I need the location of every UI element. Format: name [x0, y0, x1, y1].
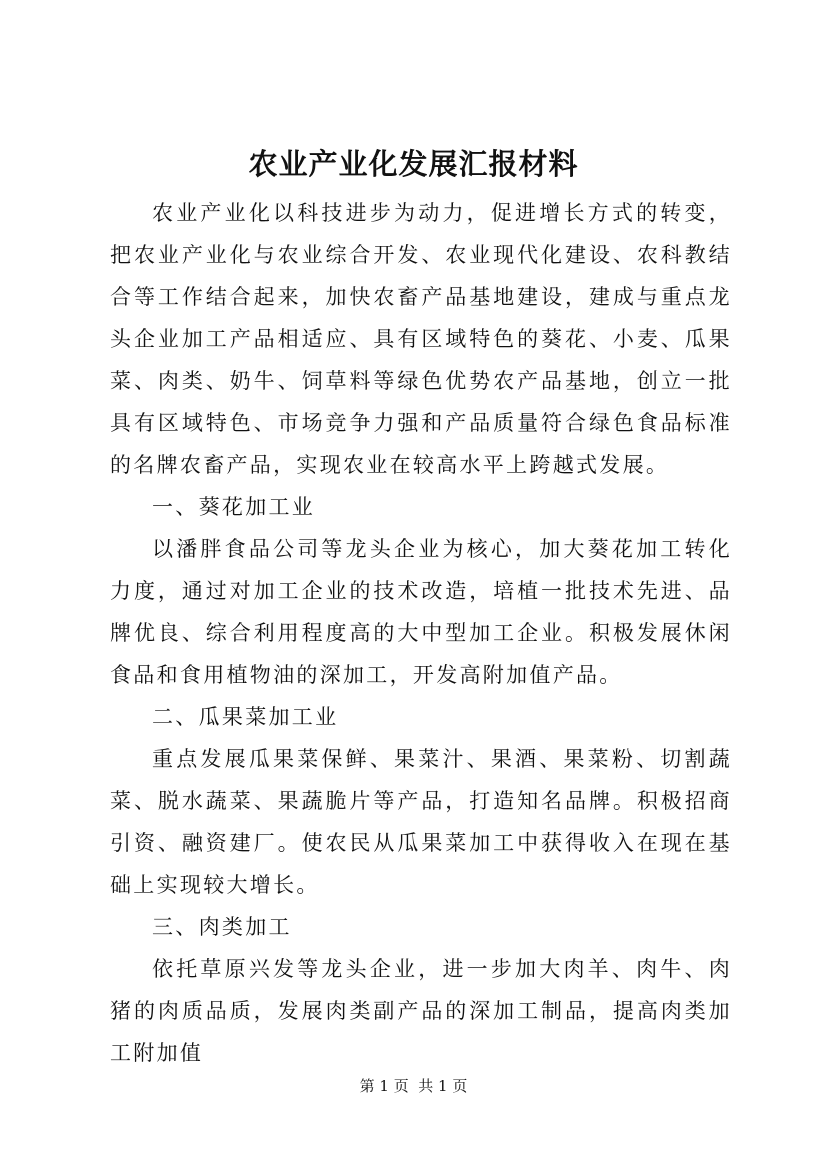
page-number-label: 第 1 页 共 1 页 — [359, 1077, 468, 1095]
section-heading-sunflower: 一、葵花加工业 — [152, 495, 316, 519]
page-footer — [0, 1076, 827, 1096]
section-heading-meat: 三、肉类加工 — [152, 915, 292, 939]
section-heading-melon-fruit-veg: 二、瓜果菜加工业 — [152, 705, 339, 729]
meat-paragraph: 依托草原兴发等龙头企业，进一步加大肉羊、肉牛、肉猪的肉质品质，发展肉类副产品的深加工制品，提高肉类加工附加值 — [110, 957, 732, 1065]
document-title: 农业产业化发展汇报材料 — [248, 147, 579, 181]
sunflower-paragraph: 以潘胖食品公司等龙头企业为核心，加大葵花加工转化力度，通过对加工企业的技术改造，培植一批技术先进、品牌优良、综合利用程度高的大中型加工企业。积极发展休闲食品和食用植物油的深加工，开发高附加值产品。 — [110, 537, 732, 687]
document-body — [110, 192, 732, 1074]
intro-paragraph: 农业产业化以科技进步为动力，促进增长方式的转变，把农业产业化与农业综合开发、农业现代化建设、农科教结合等工作结合起来，加快农畜产品基地建设，建成与重点龙头企业加工产品相适应、具有区域特色的葵花、小麦、瓜果菜、肉类、奶牛、饲草料等绿色优势农产品基地，创立一批具有区域特色、市场竞争力强和产品质量符合绿色食品标准的名牌农畜产品，实现农业在较高水平上跨越式发展。 — [110, 201, 732, 477]
melon-fruit-veg-paragraph: 重点发展瓜果菜保鲜、果菜汁、果酒、果菜粉、切割蔬菜、脱水蔬菜、果蔬脆片等产品，打造知名品牌。积极招商引资、融资建厂。使农民从瓜果菜加工中获得收入在现在基础上实现较大增长。 — [110, 747, 732, 897]
